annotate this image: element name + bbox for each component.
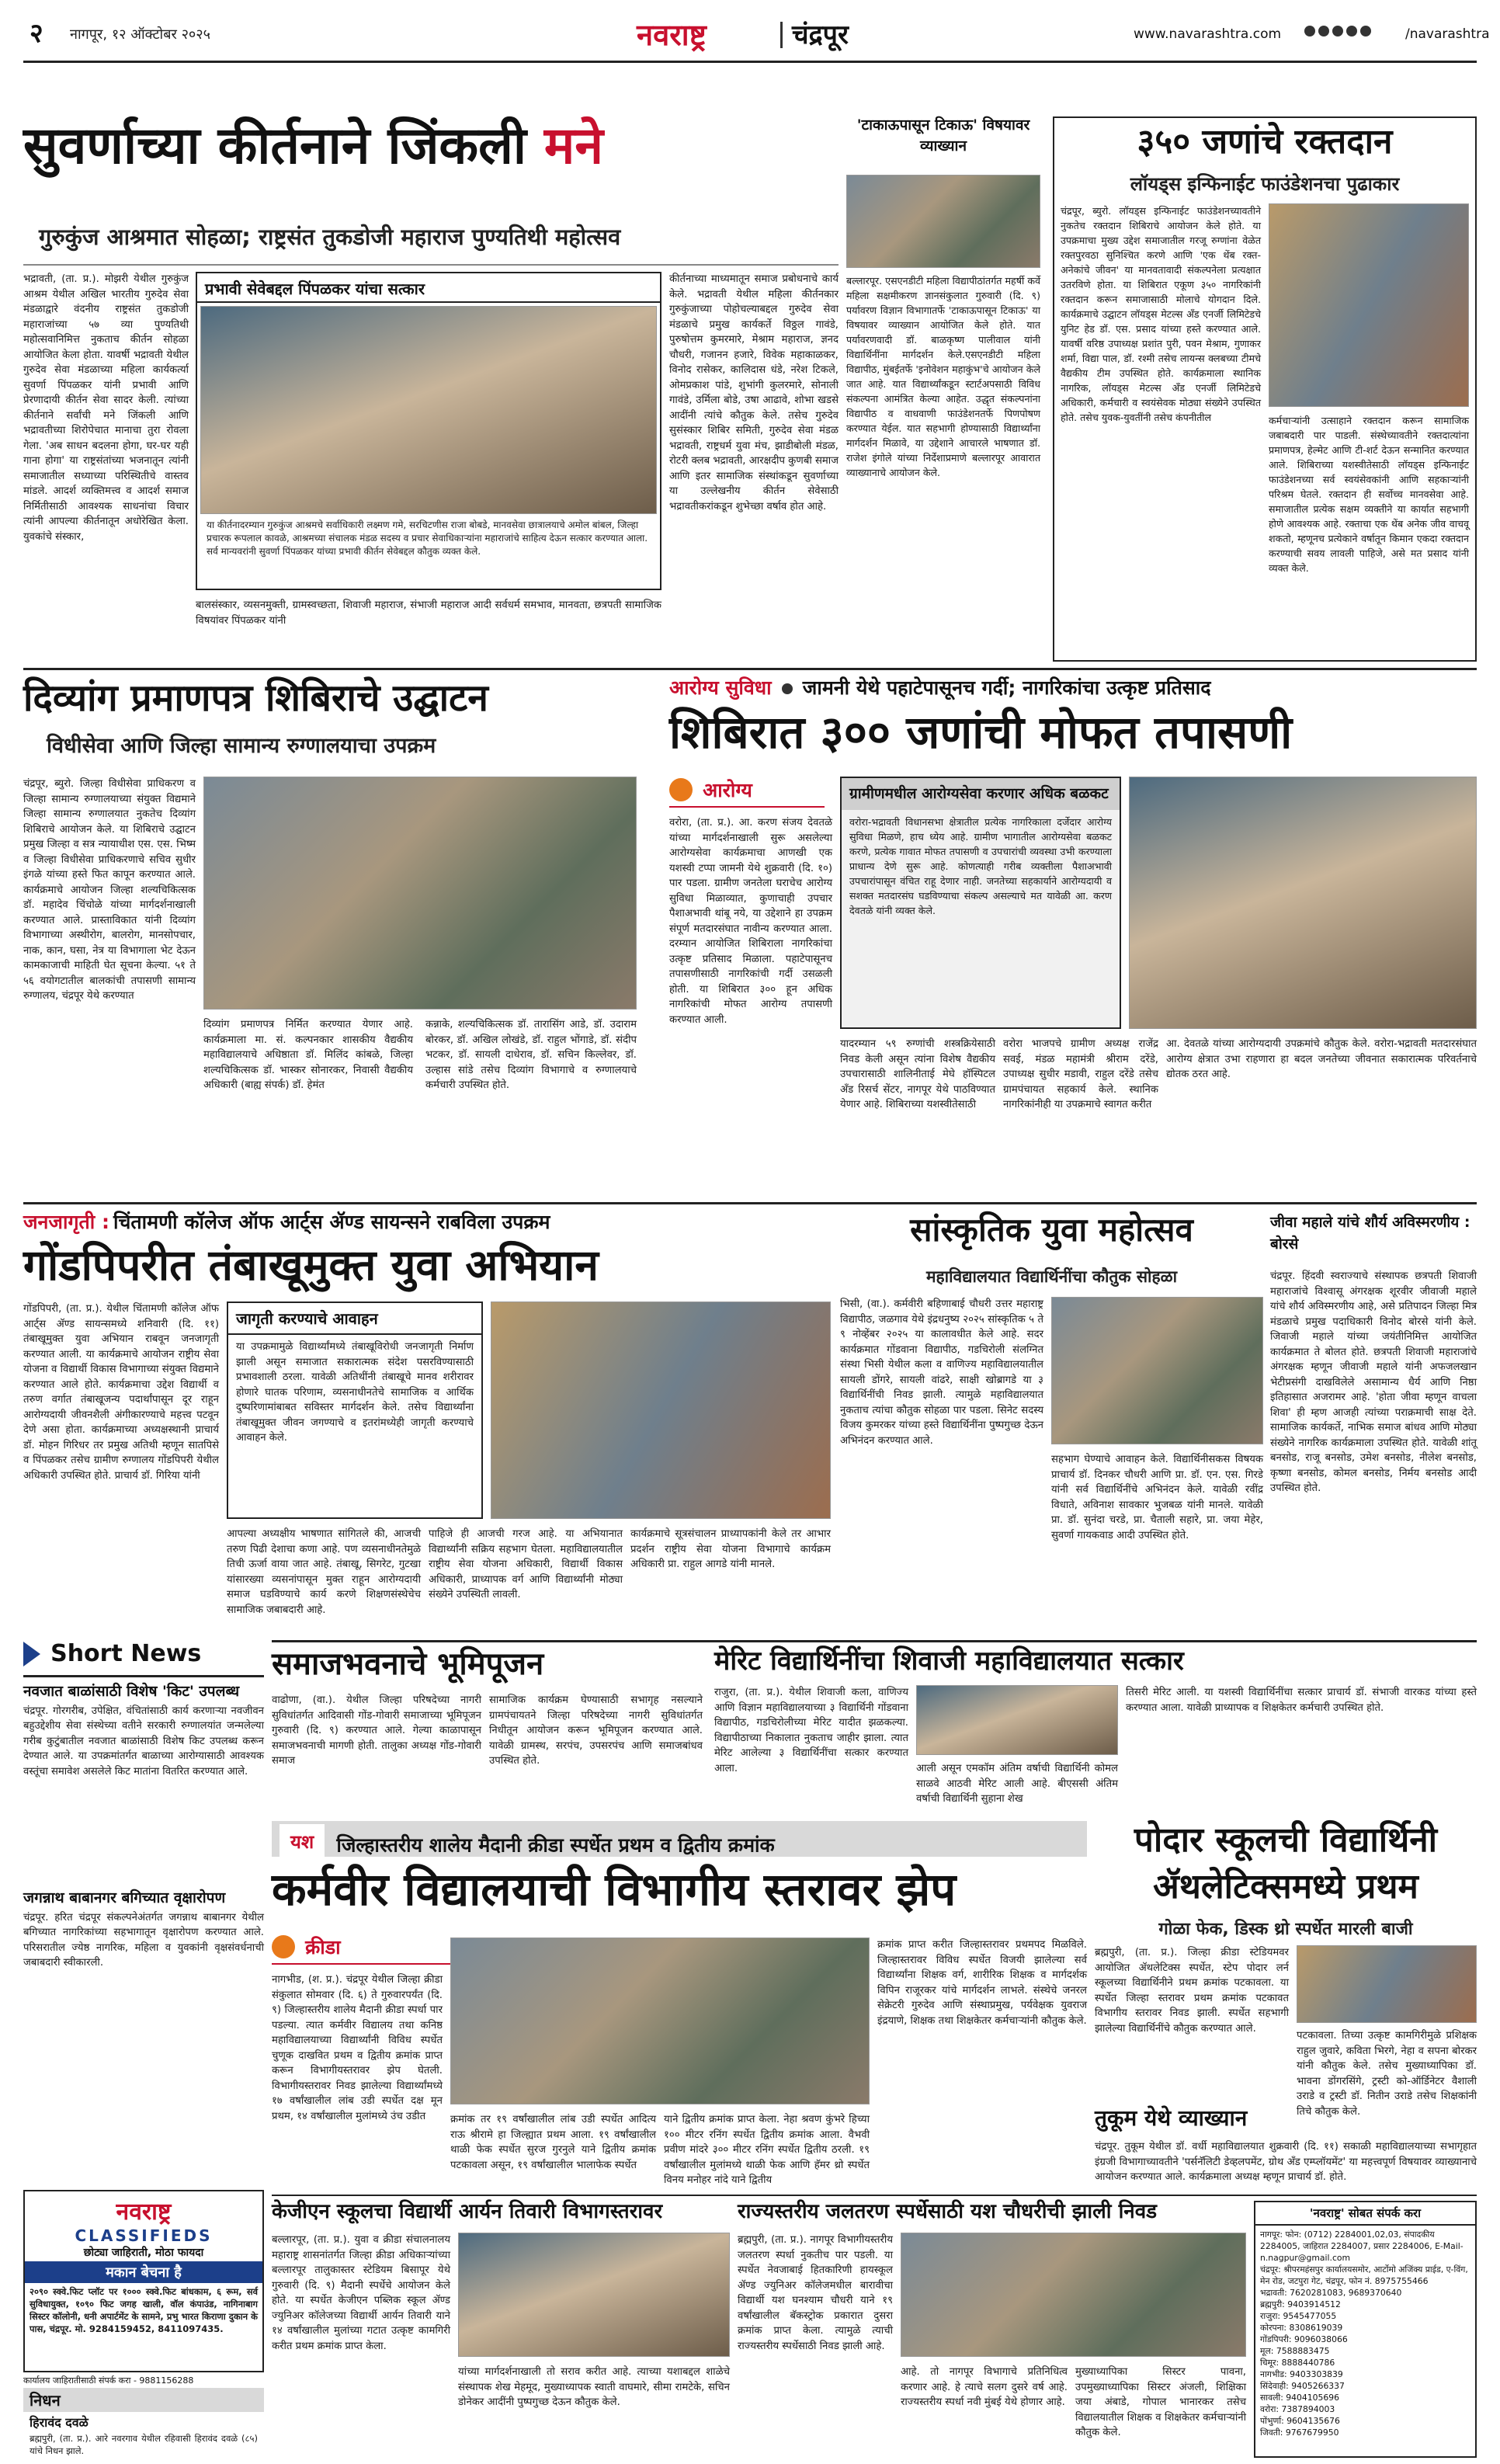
obituary-body: ब्रह्मपुरी, (ता. प्र.). आरे नवरगाव येथील रहिवासी हिरावंद दवळे (८५) यांचे निधन झाले. — [30, 2433, 258, 2456]
story12-headline: केजीएन स्कूलचा विद्यार्थी आर्यन तिवारी विभागस्तरावर — [272, 2200, 663, 2223]
section-rule-3 — [272, 1640, 1477, 1642]
classifieds-tagline: छोट्या जाहिराती, मोठा फायदा — [83, 2247, 204, 2259]
x-icon[interactable] — [1332, 26, 1343, 36]
story6-kicker-row — [23, 1208, 831, 1239]
story13-body: ब्रह्मपुरी, (ता. प्र.). नागपूर विभागीयस्तरीय जलतरण स्पर्धा नुकतीच पार पडली. या स्पर्धेत नेवजाबाई हितकारिणी हायस्कूल ॲण्ड ज्युनिअर कॉलेजमधील बारावीचा विद्यार्थी यश घनश्याम चौधरी याने १९ वर्षांखालील बॅकस्ट्रोक प्रकारात दुसरा क्रमांक प्राप्त केला. त्यामुळे त्याची राज्यस्तरीय स्पर्धेसाठी निवड झाली आहे. — [738, 2234, 893, 2352]
short-news-header — [23, 1640, 264, 1677]
contact-line: चंद्रपूर: श्रीपरमहंसपुर कार्यालयसमोर, आर्टोमो अजिंक्य प्राईड, ए-विंग, मेन रोड, जटपुरा गेट, चंद्रपूर, फोन नं. 8975755466 — [1260, 2264, 1468, 2286]
classifieds-contact: कार्यालय जाहिरातीसाठी संपर्क करा - 9881156288 — [23, 2375, 194, 2386]
short-news-label: Short News — [50, 1640, 202, 1667]
story6-box-title: जागृती करण्याचे आवाहन — [228, 1303, 481, 1335]
contact-box — [1254, 2201, 1477, 2458]
edition-name: चंद्रपूर — [792, 19, 849, 50]
youtube-icon[interactable] — [1346, 26, 1357, 36]
story1-rule — [23, 264, 839, 266]
story3-headline: ३५० जणांचे रक्तदान — [1137, 122, 1393, 162]
instagram-icon[interactable] — [1318, 26, 1329, 36]
story13-col2: आहे. तो नागपूर विभागाचे प्रतिनिधित्व करणार आहे. हे त्याचे सलग दुसरे वर्ष आहे. राज्यस्तरीय स्पर्धा नवी मुंबई येथे होणार आहे. — [901, 2366, 1068, 2408]
obituary-name: हिरावंद दवळे — [30, 2415, 89, 2430]
contact-line: नागभीड: 9403303839 — [1260, 2369, 1343, 2379]
story4-subhead: विधीसेवा आणि जिल्हा सामान्य रुग्णालयाचा उपक्रम — [47, 734, 436, 758]
sports-headline: कर्मवीर विद्यालयाची विभागीय स्तरावर झेप — [272, 1863, 957, 1916]
story1-photo — [200, 306, 657, 514]
story8-kicker: जीवा महाले यांचे शौर्य अविस्मरणीय : बोरसे — [1270, 1214, 1470, 1253]
story10-col2: आली असून एमकॉम अंतिम वर्षाची विद्यार्थिनी कोमल साळवे आठवी मेरिट आली आहे. बीएससी अंतिम वर्षाची विद्यार्थिनी सुहाना शेख — [916, 1763, 1118, 1805]
story5-tag — [669, 777, 825, 808]
story6-headline: गोंडपिपरीत तंबाखूमुक्त युवा अभियान — [23, 1240, 599, 1290]
story10-photo — [916, 1685, 1118, 1755]
story5-col3: वरोरा भाजपचे ग्रामीण अध्यक्ष राजेंद्र सवई, मंडळ महामंत्री श्रीराम दरेंडे, उपाध्यक्ष सुधीर मडावी, राहुल दरेंडे तसेच ग्रामपंचायत सहकार्य केले. स्थानिक नागरिकांनीही या उपक्रमाचे स्वागत करीत — [1003, 1038, 1158, 1110]
story1-headline-main: सुवर्णाच्या कीर्तनाने जिंकली — [23, 116, 544, 176]
story12-photo — [458, 2233, 730, 2357]
short-news-item2-title: जगन्नाथ बाबानगर बगिच्यात वृक्षारोपण — [23, 1889, 226, 1906]
short-news-item1-title: नवजात बाळांसाठी विशेष 'किट' उपलब्ध — [23, 1683, 240, 1700]
facebook-icon[interactable] — [1304, 26, 1315, 36]
obituary-block — [23, 2388, 264, 2458]
story7-subhead: महाविद्यालयात विद्यार्थिनींचा कौतुक सोहळा — [925, 1267, 1178, 1286]
date-line: नागपूर, १२ ऑक्टोबर २०२५ — [70, 26, 211, 43]
story9-body: वाढोणा, (वा.). येथील जिल्हा परिषदेच्या नागरी सुविधांतर्गत आदिवासी गोंड-गोवारी समाजाच्या भूमिपूजन गुरुवारी (दि. ९) करण्यात आले. गेल्या काळापासून समाजभवनाची मागणी होती. तालुका अध्यक्ष गोंड-गोवारी समाज — [272, 1694, 481, 1767]
story5-box-title: ग्रामीणमधील आरोग्यसेवा करणार अधिक बळकट — [842, 778, 1120, 810]
classifieds-brand: नवराष्ट्र — [116, 2198, 172, 2226]
contact-line: सिंदेवाही: 9405266337 — [1260, 2381, 1345, 2391]
classifieds-block — [23, 2190, 264, 2372]
website-link[interactable]: www.navarashtra.com — [1134, 26, 1282, 42]
social-icons — [1304, 25, 1374, 42]
short-news-arrow-icon — [23, 1642, 40, 1666]
masthead-divider — [780, 22, 783, 48]
story13-col3: मुख्याध्यापिका सिस्टर पावना, उपमुख्याध्यापिका सिस्टर अंजली, शिक्षिका जया अंबाडे, गोपाल भानारकर तसेच विद्यालयातील शिक्षक व शिक्षकेतर कर्मचाऱ्यांनी कौतुक केले. — [1075, 2366, 1246, 2438]
bullet-icon — [782, 683, 793, 694]
story11-body: ब्रह्मपुरी, (ता. प्र.). जिल्हा क्रीडा स्टेडियमवर आयोजित ॲथलेटिक्स स्पर्धेत, स्टेप पोदार लर्न स्कूलच्या विद्यार्थिनीने प्रथम क्रमांक पटकावला. या स्पर्धेत जिल्हा स्तरावर प्रथम क्रमांक पटकावत विभागीय स्तरावर निवड झाली. स्पर्धेत सहभागी झालेल्या विद्यार्थिनींचे कौतुक करण्यात आले. — [1095, 1947, 1289, 2035]
story6-col3: आपल्या अध्यक्षीय भाषणात सांगितले की, आजची तरुण पिढी देशाचा कणा आहे. पण व्यसनाधीनतेमुळे तिची ऊर्जा वाया जात आहे. तंबाखू, सिगरेट, गुटखा यांसारख्या व्यसनांपासून मुक्त राहून आरोग्यदायी समाज घडविण्याचे कार्य करणे शिक्षणसंस्थेचेच सामाजिक जबाबदारी आहे. — [227, 1528, 421, 1616]
contact-box-lines — [1255, 2226, 1475, 2455]
section-rule-1 — [23, 668, 1477, 670]
sports-col2: क्रमांक तर १९ वर्षांखालील लांब उडी स्पर्धेत आदित्य राऊ श्रीरामे हा जिल्ह्यात प्रथम आला. १९ वर्षांखालील थाळी फेक स्पर्धेत सुरज गुरनुले याने द्वितीय क्रमांक पटकावला असून, १९ वर्षांखालील भालाफेक स्पर्धेत — [450, 2114, 656, 2171]
contact-line: गोंडपिपरी: 9096038066 — [1260, 2334, 1348, 2344]
story9-col2: सामाजिक कार्यक्रम घेण्यासाठी सभागृह नसल्याने ग्रामपंचायतने जिल्हा परिषदेच्या नागरी सुविधांतर्गत निधीतून आयोजन करून भूमिपूजन करण्यात आले. यावेळी ग्रामस्थ, सरपंच, उपसरपंच आणि समाजबांधव उपस्थित होते. — [489, 1694, 703, 1767]
story4-col1: चंद्रपूर, ब्युरो. जिल्हा विधीसेवा प्राधिकरण व जिल्हा सामान्य रुग्णालयाच्या संयुक्त विद्यमाने जिल्हा सामान्य रुग्णालयात नुकतेच दिव्यांग शिबिराचे आयोजन केले. या शिबिराचे उद्घाटन प्रमुख जिल्हा व सत्र न्यायाधीश एस. एस. भिष्म व जिल्हा विधीसेवा प्राधिकरणाचे सचिव सुधीर इंगळे यांच्या हस्ते फित कापून करण्यात आले. कार्यक्रमाचे आयोजन जिल्हा शल्यचिकित्सक डॉ. महादेव चिंचोळे यांच्या मार्गदर्शनाखाली करण्यात आले. प्रास्ताविकात यांनी दिव्यांग विभागाच्या अस्थीरोग, बालरोग, मानसोपचार, नाक, कान, घसा, नेत्र या विभागाला भेट देऊन कामकाजाची माहिती घेत सूचना केल्या. ५१ ते ५६ वयोगटातील बालकांची तपासणी सामान्य रुग्णालय, चंद्रपूर येथे करण्यात — [23, 778, 196, 1002]
contact-line: कोरपना: 8308619039 — [1260, 2323, 1343, 2333]
sports-banner-text: जिल्हास्तरीय शालेय मैदानी क्रीडा स्पर्धेत प्रथम व द्वितीय क्रमांक — [336, 1833, 775, 1857]
story12-body: बल्लारपूर, (ता. प्र.). युवा व क्रीडा संचालनालय महाराष्ट्र शासनांतर्गत जिल्हा क्रीडा अधिकाऱ्यांच्या बल्लारपूर तालुकास्तर स्टेडियम बिसापूर येथे गुरुवारी (दि. ९) मैदानी स्पर्धेचे आयोजन केले होते. या स्पर्धेत केजीएन पब्लिक स्कूल ॲण्ड ज्युनिअर कॉलेजच्या विद्यार्थी आर्यन तिवारी याने १४ वर्षांखालील मुलांच्या गटात उत्कृष्ट कामगिरी करीत प्रथम क्रमांक प्राप्त केला. — [272, 2234, 450, 2352]
story1-subhead: गुरुकुंज आश्रमात सोहळा; राष्ट्रसंत तुकडोजी महाराज पुण्यतिथी महोत्सव — [39, 224, 621, 250]
story6-box — [227, 1302, 483, 1519]
story10-col1: राजुरा, (ता. प्र.). येथील शिवाजी कला, वाणिज्य आणि विज्ञान महाविद्यालयाच्या ३ विद्यार्थिनी गोंडवाना विद्यापीठ, गडचिरोलीच्या मेरिट यादीत झळकल्या. विद्यापीठाच्या निकालात नुकताच जाहीर झाला. त्यात मेरिट आलेल्या ३ विद्यार्थिनींचा सत्कार करण्यात आला. — [714, 1687, 908, 1774]
sports-photo — [450, 1937, 870, 2104]
story6-kicker-line: चिंतामणी कॉलेज ऑफ आर्ट्स ॲण्ड सायन्सने राबविला उपक्रम — [113, 1211, 550, 1233]
story5-col4: आ. देवतळे यांच्या आरोग्यदायी उपक्रमांचे कौतुक केले. वरोरा-भद्रावती मतदारसंघात आरोग्य क्षेत्रात उभा राहणारा हा बदल जनतेच्या जीवनात सकारात्मक परिवर्तनाचे द्योतक ठरत आहे. — [1166, 1038, 1477, 1080]
story3-subhead: लॉयड्स इन्फिनाईट फाउंडेशनचा पुढाकार — [1130, 173, 1400, 195]
story6-body: गोंडपिपरी, (ता. प्र.). येथील चिंतामणी कॉलेज ऑफ आर्ट्स ॲण्ड सायन्समध्ये शनिवारी (दि. ११) तंबाखूमुक्त युवा अभियान राबवून जनजागृती करण्यात आली. या कार्यक्रमाचे आयोजन राष्ट्रीय सेवा योजना व विद्यार्थी विकास विभागाच्या संयुक्त विद्यमाने करण्यात आले होते. कार्यक्रमाचा उद्देश विद्यार्थी व तरुण वर्गात तंबाखूजन्य पदार्थांपासून दूर राहून आरोग्यदायी जीवनशैली अंगीकारण्याचे महत्त्व पटवून देणे असा होता. कार्यक्रमाच्या अध्यक्षस्थानी प्राचार्य डॉ. मोहन गिरिधर तर प्रमुख अतिथी म्हणून सातपिसे व पिंपळकर तसेच ग्रामीण रुग्णालय गोंडपिपरी येथील अधिकारी उपस्थित होते. प्राचार्य डॉ. गिरिया यांनी — [23, 1303, 219, 1482]
masthead — [23, 8, 1490, 62]
story7-headline: सांस्कृतिक युवा महोत्सव — [910, 1211, 1193, 1249]
sports-col3: याने द्वितीय क्रमांक प्राप्त केला. नेहा श्रवण कुंभरे हिच्या १०० मीटर रनिंग स्पर्धेत द्वितीय क्रमांक आला. वैभवी प्रवीण मांदरे ३०० मीटर रनिंग स्पर्धेत द्वितीय ठरली. १९ वर्षांखालील मुलांमध्ये थाळी फेक आणि हॅमर थ्रो स्पर्धेत विनय मनोहर नांदे याने द्वितीय — [664, 2114, 870, 2186]
story10-col3: तिसरी मेरिट आली. या यशस्वी विद्यार्थिनींचा सत्कार प्राचार्य डॉ. संभाजी वारकड यांच्या हस्ते करण्यात आला. यावेळी प्राध्यापक व शिक्षकेतर कर्मचारी उपस्थित होते. — [1126, 1687, 1477, 1714]
contact-line: जिवती: 9767679950 — [1260, 2428, 1339, 2438]
contact-line: पोंभुर्णा: 9604135676 — [1260, 2416, 1340, 2426]
story12-col2: यांच्या मार्गदर्शनाखाली तो सराव करीत आहे. त्याच्या यशाबद्दल शाळेचे संस्थापक शेख मेहमूद, मुख्याध्यापक स्वाती वाघमारे, सीमा रामटेके, सचिन डोनेकर आदींनी पुष्पगुच्छ देऊन कौतुक केले. — [458, 2366, 730, 2408]
story4-col2: दिव्यांग प्रमाणपत्र निर्मित करण्यात येणार आहे. कार्यक्रमाला मा. सं. कल्पनकार शासकीय वैद्यकीय महाविद्यालयाचे अधिष्ठाता डॉ. मिलिंद कांबळे, जिल्हा शल्यचिकित्सक डॉ. भास्कर सोनारकर, निवासी वैद्यकीय अधिकारी (बाह्य संपर्क) डॉ. हेमंत — [203, 1019, 413, 1091]
contact-line: ब्रह्मपुरी: 9403914512 — [1260, 2299, 1341, 2309]
story7-col1: भिसी, (वा.). कर्मवीरी बहिणाबाई चौधरी उत्तर महाराष्ट्र विद्यापीठ, जळगाव येथे इंद्रधनुष्य २०२५ सांस्कृतिक ५ ते ९ नोव्हेंबर २०२५ या कालावधीत केले आहे. सदर कार्यक्रमात गोंडवाना विद्यापीठ, गडचिरोली संलग्नित संस्था भिसी येथील कला व वाणिज्य महाविद्यालयातील सायली डोंगरे, सायली वांढरे, साक्षी खोब्रागडे या ३ विद्यार्थिनींची निवड झाली. त्यामुळे महाविद्यालयात नुकताच त्यांचा कौतुक सोहळा पार पडला. सिनेट सदस्य विजय कुमरकर यांच्या हस्ते विद्यार्थिनींना पुष्पगुच्छ देऊन अभिनंदन करण्यात आले. — [840, 1298, 1043, 1447]
story13-headline: राज्यस्तरीय जलतरण स्पर्धेसाठी यश चौधरीची झाली निवड — [738, 2200, 1158, 2223]
story5-col1: वरोरा, (ता. प्र.). आ. करण संजय देवतळे यांच्या मार्गदर्शनाखाली सुरू असलेल्या आरोग्यसेवा कार्यक्रमाचा आणखी एक यशस्वी टप्पा जामनी येथे शुक्रवारी (दि. १०) पार पडला. ग्रामीण जनतेला घराचेच आरोग्य सुविधा मिळाव्यात, कुणाचाही उपचार पैशाअभावी थांबू नये, या उद्देशाने हा उपक्रम संपूर्ण मतदारसंघात नावीन्य करण्यात आला. दरम्यान आयोजित शिबिराला नागरिकांचा उत्कृष्ट प्रतिसाद मिळाला. पहाटेपासूनच तपासणीसाठी नागरिकांची गर्दी उसळली होती. या शिबिरात ३०० हून अधिक नागरिकांची मोफत आरोग्य तपासणी करण्यात आली. — [669, 817, 832, 1026]
story6-col4: पाहिजे ही आजची गरज आहे. या अभियानात विद्यार्थ्यांनी सक्रिय सहभाग घेतला. महाविद्यालयातील राष्ट्रीय सेवा योजना अधिकारी, विद्यार्थी विकास अधिकारी, प्राध्यापक वर्ग आणि विद्यार्थ्यांनी मोठ्या संख्येने उपस्थिती लावली. — [429, 1528, 623, 1600]
story11-subhead: गोळा फेक, डिस्क थ्रो स्पर्धेत मारली बाजी — [1158, 1920, 1413, 1939]
story3-photo — [1269, 203, 1469, 407]
contact-line: भद्रावती: 7620281083, 9689370640 — [1260, 2288, 1402, 2298]
story4-headline: दिव्यांग प्रमाणपत्र शिबिराचे उद्घाटन — [23, 676, 488, 720]
story7-photo — [1051, 1297, 1263, 1444]
story1-headline — [23, 116, 839, 176]
story1-col2: बालसंस्कार, व्यसनमुक्ती, ग्रामस्वच्छता, शिवाजी महाराज, संभाजी महाराज आदी सर्वधर्म समभाव, मानवता, छत्रपती सामाजिक विषयांवर पिंपळकर यांनी — [196, 599, 661, 627]
contact-line: वरोरा: 7387894003 — [1260, 2404, 1335, 2414]
story11-col2: पटकावला. तिच्या उत्कृष्ट कामगिरीमुळे प्रशिक्षक राहुल जुवारे, कविता भिरगे, नेहा व सपना बोरकर यांनी कौतुक केले. तसेच मुख्याध्यापिका डॉ. भावना डोंगरसिंगे, ट्रस्टी को-ऑर्डिनेटर वैशाली उराडे व ट्रस्टी डॉ. नितीन उराडे तसेच शिक्षकांनी तिचे कौतुक केले. — [1297, 2030, 1477, 2118]
story1-photo-caption: या कीर्तनादरम्यान गुरुकुंज आश्रमचे सर्वाधिकारी लक्ष्मण गमे, सरचिटणीस राजा बोबडे, मानवसेवा छात्रालयाचे अमोल बांबल, जिल्हा प्रचारक रूपलाल कावळे, आश्रमच्या संचालक मंडळ सदस्य व प्रचार सेवाधिकाऱ्यांना महाराजांचे साहित्य देऊन सत्कार करण्यात आला. सर्व मान्यवरांनी सुवर्णा पिंपळकर यांच्या प्रभावी कीर्तन सेवेबद्दल कौतुक व्यक्त केले. — [200, 516, 657, 587]
story9-headline: समाजभवनाचे भूमिपूजन — [272, 1646, 544, 1682]
story1-photo-title: प्रभावी सेवेबद्दल पिंपळकर यांचा सत्कार — [197, 273, 660, 303]
sports-banner — [272, 1821, 1087, 1857]
section-rule-4 — [272, 2195, 1477, 2196]
contact-line: सावली: 9404105696 — [1260, 2393, 1339, 2403]
short-news-item1-body: चंद्रपूर. गोरगरीब, उपेक्षित, वंचितांसाठी कार्य करणाऱ्या नवजीवन बहुउद्देशीय सेवा संस्थेच्या वतीने सरकारी रुग्णालयांत जन्मलेल्या गरीब कुटुंबातील नवजात बाळांसाठी विशेष किट उपलब्ध करून देण्यात आले. या उपक्रमांतर्गत बाळाच्या आरोग्यासाठी आवश्यक वस्तूंचा समावेश असलेले किट मातांना वितरित करण्यात आले. — [23, 1705, 264, 1778]
story14-headline: तुकूम येथे व्याख्यान — [1095, 2105, 1248, 2131]
story2-kicker-box — [846, 115, 1040, 169]
story2-body: बल्लारपूर. एसएनडीटी महिला विद्यापीठांतर्गत महर्षी कर्वे महिला सक्षमीकरण ज्ञानसंकुलात गुरुवारी (दि. ९) पर्यावरण विज्ञान विभागातर्फे 'टाकाऊपासून टिकाऊ' या विषयावर व्याख्यान आयोजित केले होते. यात पर्यावरणवादी डॉ. बाळकृष्ण पालीवाल यांनी विद्यार्थिनींना मार्गदर्शन केले.एसएनडीटी महिला विद्यापीठ, मुंबईतर्फे 'इनोवेशन महाकुंभ'चे आयोजन केले जात आहे. यात विद्यार्थ्यांकडून स्टार्टअपसाठी विविध संकल्पना आमंत्रित केल्या आहेत. उद्धृत संकल्पनांना विद्यापीठ व वाधवाणी फाउंडेशनतर्फे पिणपोषण करण्यात येईल. यात सहभागी होण्यासाठी विद्यार्थ्यांना मार्गदर्शन मिळावे, या उद्देशाने आचारले भाषणात डॉ. राजेश इंगोले यांच्या निर्देशाप्रमाणे बल्लारपूर आवारात व्याख्यानाचे आयोजन केले. — [846, 275, 1040, 478]
classifieds-header — [25, 2191, 262, 2261]
story10-headline: मेरिट विद्यार्थिनींचा शिवाजी महाविद्यालयात सत्कार — [714, 1646, 1184, 1677]
story1-headline-accent: मने — [543, 116, 604, 176]
story1-col1: भद्रावती, (ता. प्र.). मोझरी येथील गुरुकुंज आश्रम येथील अखिल भारतीय गुरुदेव सेवा मंडळाद्वारे वंदनीय राष्ट्रसंत तुकडोजी महाराजांच्या ५७ व्या पुण्यतिथी महोत्सवानिमित्त नुकताच कीर्तन सोहळा आयोजित केला होता. यावर्षी भद्रावती येथील गुरुदेव सेवा मंडळाच्या महिला कार्यकर्त्या सुवर्णा पिंपळकर यांनी प्रभावी आणि प्रेरणादायी कीर्तन सेवा सादर केली. त्यांच्या कीर्तनाने सर्वांची मने जिंकली आणि भद्रावतीच्या शिरोपेचात मानाचा तुरा रोवला गेला. 'अब साधन बदलना होगा, घर-घर यही गाना होगा' या राष्ट्रसंतांच्या भजनातून त्यांनी समाजातील सध्याच्या परिस्थितीचे वास्तव मांडले. आदर्श व्यक्तिमत्त्व व आदर्श समाज निर्मितीसाठी आवश्यक साधनांचा विचार त्यांनी आपल्या कीर्तनातून अधोरेखित केला. युवकांचे संस्कार, — [23, 273, 189, 543]
sports-col1: नागभीड, (श. प्र.). चंद्रपूर येथील जिल्हा क्रीडा संकुलात सोमवार (दि. ६) ते गुरुवारपर्यंत (दि. ९) जिल्हास्तरीय शालेय मैदानी क्रीडा स्पर्धा पार पडल्या. त्यात कर्मवीर विद्यालय तथा कनिष्ठ महाविद्यालयाच्या विद्यार्थ्यांनी विविध स्पर्धेत चुणूक दाखवित प्रथम व द्वितीय क्रमांक प्राप्त करून विभागीयस्तरावर झेप घेतली. विभागीयस्तरावर निवड झालेल्या विद्यार्थ्यांमध्ये १७ वर्षांखालील लांब उडी स्पर्धेत दक्ष मून प्रथम, १४ वर्षांखालील मुलांमध्ये उंच उडीत — [272, 1974, 443, 2122]
story2-kicker: 'टाकाऊपासून टिकाऊ' विषयावर व्याख्यान — [856, 116, 1030, 155]
story11-headline2: ॲथलेटिक्समध्ये प्रथम — [1153, 1867, 1418, 1906]
linkedin-icon[interactable] — [1360, 26, 1371, 36]
sports-col4: क्रमांक प्राप्त करीत जिल्हास्तरावर प्रथमपद मिळविले. जिल्हास्तरावर विविध स्पर्धेत विजयी झालेल्या सर्व विद्यार्थ्यांना शिक्षक वर्ग, शारीरिक शिक्षक व मार्गदर्शक विपिन राजूरकर यांचे मार्गदर्शन लाभले. संस्थेचे जनरल सेक्रेटरी गुरुदेव आणि संस्थाप्रमुख, पर्यवेक्षक युवराज इंद्रयाणे, शिक्षक तथा शिक्षकेतर कर्मचाऱ्यांनी कौतुक केले. — [877, 1939, 1087, 2027]
story14-body: चंद्रपूर. तुकूम येथील डॉ. वर्धी महाविद्यालयात शुक्रवारी (दि. ११) सकाळी महाविद्यालयाच्या सभागृहात इंग्रजी विभागाच्यावतीने 'पर्सनॅलिटी डेव्हलपमेंट, ग्रोथ अँड एम्प्लॉयमेंट' या महत्त्वपूर्ण विषयावर व्याख्यानाचे आयोजन करण्यात आले. कार्यक्रमाला अध्यक्ष म्हणून प्राचार्य डॉ. होते. — [1095, 2141, 1477, 2183]
story6-col2: या उपक्रमामुळे विद्यार्थ्यांमध्ये तंबाखूविरोधी जनजागृती निर्माण झाली असून समाजात सकारात्मक संदेश पसरविण्यासाठी प्रभावशाली ठरला. यावेळी अतिथींनी तंबाखूचे मानव शरीरावर होणारे घातक परिणाम, व्यसनाधीनतेचे सामाजिक व आर्थिक दुष्परिणामांबाबत सविस्तर मार्गदर्शन केले. तसेच विद्यार्थ्यांना तंबाखूमुक्त जीवन जगण्याचे व इतरांमध्येही जागृती करण्याचे आवाहन केले. — [236, 1341, 474, 1444]
contact-line: मूल: 7588883475 — [1260, 2346, 1330, 2356]
story1-photo-frame — [196, 272, 661, 590]
short-news-block — [23, 1640, 264, 2184]
health-icon — [669, 778, 693, 801]
short-news-item2-body: चंद्रपूर. हरित चंद्रपूर संकल्पनेअंतर्गत जगन्नाथ बाबानगर येथील बगिच्यात नागरिकांच्या सहभागातून वृक्षारोपण करण्यात आले. परिसरातील ज्येष्ठ नागरिक, महिला व युवकांनी वृक्षसंवर्धनाची जबाबदारी स्वीकारली. — [23, 1911, 264, 1969]
story5-box-body: वरोरा-भद्रावती विधानसभा क्षेत्रातील प्रत्येक नागरिकाला दर्जेदार आरोग्य सुविधा मिळणे, हाच ध्येय आहे. ग्रामीण भागातील आरोग्यसेवा बळकट करणे, प्रत्येक गावात मोफत तपासणी व उपचारांची व्यवस्था उभी करण्याला प्राधान्य देणे सुरू आहे. कोणत्याही गरीब व्यक्तीला पैशाअभावी उपचारांपासून वंचित राहू देणार नाही. जनतेच्या सहकार्याने आरोग्यदायी व सशक्त मतदारसंघ घडविण्याचा संकल्प असल्याचे मत यावेळी आ. करण देवतळे यांनी व्यक्त केले. — [849, 816, 1112, 916]
story3-box — [1053, 116, 1477, 662]
story8-kicker-box — [1270, 1211, 1477, 1263]
story4-photo — [203, 777, 637, 1010]
classifieds-ad-title: मकान बेचना है — [25, 2261, 262, 2283]
story8-body: चंद्रपूर. हिंदवी स्वराज्याचे संस्थापक छत्रपती शिवाजी महाराजांचे विश्वासू अंगरक्षक शूरवीर जीवाजी महाले यांचे शौर्य अविस्मरणीय आहे, असे प्रतिपादन जिल्हा मित्र मंडळाचे प्रमुख पदाधिकारी विनोद बोरसे यांनी केले. जिवाजी महाले यांच्या जयंतीनिमित्त आयोजित कार्यक्रमात ते बोलत होते. छत्रपती शिवाजी महाराजांचे अंगरक्षक म्हणून जीवाजी महाले यांनी अफजलखान भेटीप्रसंगी दाखविलेले असामान्य धैर्य आणि निष्ठा इतिहासात अजरामर आहे. 'होता जीवा म्हणून वाचला शिवा' ही म्हण आजही त्यांच्या पराक्रमाची साक्ष देते. सामाजिक कार्यकर्ते, नाभिक समाज बांधव आणि मोठ्या संख्येने नागरिक कार्यक्रमाला उपस्थित होते. यावेळी शांतू बनसोड, राजू बनसोड, उमेश बनसोड, नीलेश बनसोड, कृष्णा बनसोड, कोमल बनसोड, निर्मय बनसोड आदी उपस्थित होते. — [1270, 1270, 1477, 1494]
contact-line: राजुरा: 9545477055 — [1260, 2311, 1337, 2321]
story6-photo — [491, 1302, 831, 1519]
contact-line: नागपूर: फोन: (0712) 2284001,02,03, संपादकीय 2284005, जाहिरात 2284007, प्रसार 2284006, E-Mail-n.nagpur@gmail.com — [1260, 2229, 1464, 2263]
story11-headline: पोदार स्कूलची विद्यार्थिनी — [1134, 1820, 1438, 1860]
story7-col2: सहभाग घेण्याचे आवाहन केले. विद्यार्थिनीसकस विषयक प्राचार्य डॉ. दिनकर चौधरी आणि प्रा. डॉ. एन. एस. गिरडे यांनी सर्व विद्यार्थिनींचे अभिनंदन केले. यावेळी रवींद्र विधाते, अविनाश सावकार भुजबळ यांनी मानले. यावेळी प्रा. डॉ. सुनंदा चरडे, प्रा. चैताली सहारे, प्रा. जया मेहेर, सुवर्णा गायकवाड आदी उपस्थित होते. — [1051, 1454, 1263, 1541]
sports-section-label: क्रीडा — [305, 1936, 341, 1958]
sports-tag: यश — [280, 1824, 325, 1859]
story5-box — [840, 777, 1121, 1029]
story3-col2: कर्मचाऱ्यांनी उत्साहाने रक्तदान करून सामाजिक जबाबदारी पार पाडली. संस्थेच्यावतीने रक्तदात्यांना प्रमाणपत्र, हेल्मेट आणि टी-शर्ट देऊन सन्मानित करण्यात आले. शिबिराच्या यशस्वीतेसाठी लॉयड्स इन्फिनाईट फाउंडेशनच्या सर्व स्वयंसेवकांनी आणि सहकाऱ्यांनी परिश्रम घेतले. रक्तदान ही सर्वोच्च मानवसेवा आहे. समाजातील प्रत्येक सक्षम व्यक्तीने या कार्यात सहभागी होणे आवश्यक आहे. रक्ताचा एक थेंब अनेक जीव वाचवू शकतो, म्हणूनच प्रत्येकाने वर्षातून किमान एकदा रक्तदान करण्याची सवय लावली पाहिजे, असे मत प्रसाद यांनी व्यक्त केले. — [1269, 415, 1469, 574]
masthead-rule — [23, 61, 1477, 63]
contact-box-title: 'नवराष्ट्र' सोबत संपर्क करा — [1255, 2202, 1475, 2226]
classifieds-ad-body: २०९० स्क्वे.फिट प्लॉट पर १००० स्क्वे.फिट बांधकाम, ६ रूम, सर्व सुविधायुक्त, १०९० फिट जगह खाली, वॉल कंपाउंड, नागिनाबाग सिस्टर कॉलोनी, धनी अपार्टमेंट के सामने, प्रभु भारत किराणा दुकान के पास, चंद्रपूर. मो. 9284159452, 8411097435. — [30, 2286, 258, 2334]
story5-kicker-line: जामनी येथे पहाटेपासूनच गर्दी; नागरिकांचा उत्कृष्ट प्रतिसाद — [802, 676, 1211, 699]
page-number: २ — [30, 18, 43, 49]
story5-kicker: आरोग्य सुविधा — [669, 676, 772, 699]
print-registration-marks — [23, 2454, 1477, 2462]
story5-photo — [1129, 777, 1477, 1029]
contact-line: चिमूर: 8888440786 — [1260, 2358, 1335, 2368]
story4-col3: कन्नाके, शल्यचिकित्सक डॉ. तारासिंग आडे, डॉ. उदाराम बोरकर, डॉ. अखिल लोखंडे, डॉ. राहुल भोंगाडे, डॉ. संदीप भटकर, डॉ. सायली दाधेराव, डॉ. सचिन किल्लेवर, डॉ. उल्हास सांडे तसेच दिव्यांग विभागाचे व रुग्णालयाचे कर्मचारी उपस्थित होते. — [425, 1019, 637, 1091]
story13-photo — [901, 2233, 1246, 2357]
story11-photo — [1297, 1945, 1477, 2023]
story5-tag-label: आरोग्य — [703, 779, 752, 801]
story5-col2: यादरम्यान ५९ रुग्णांची शस्त्रक्रियेसाठी निवड केली असून त्यांना विशेष वैद्यकीय उपचारासाठी शालिनीताई मेघे हॉस्पिटल अँड रिसर्च सेंटर, नागपूर येथे पाठविण्यात येणार आहे. शिबिराच्या यशस्वीतेसाठी — [840, 1038, 995, 1110]
story5-headline: शिबिरात ३०० जणांची मोफत तपासणी — [669, 706, 1293, 759]
story5-kicker-row — [669, 674, 1477, 705]
story1-col3: कीर्तनाच्या माध्यमातून समाज प्रबोधनाचे कार्य केले. भद्रावती येथील महिला कीर्तनकार गुरुकुंजाच्या पोहोचल्याबद्दल गुरुदेव सेवा मंडळाचे प्रमुख कार्यकर्ते विठ्ठल गावंडे, पुरुषोत्तम कुमरमारे, मेश्राम महाराज, ज्ञनद चौधरी, गजानन हजारे, विवेक महाकाळकर, विनोद रासेकर, कालिदास धंडे, नरेश टिकले, ओमप्रकाश पांडे, शुभांगी कुलरमारे, सोनाली गावंडे, उर्मिला बोडे, उषा आढावे, शोभा खडसे आदींनी त्यांचे कौतुक केले. तसेच गुरुदेव सुसंस्कार शिबिर समिती, गुरुदेव सेवा मंडळ भद्रावती, राष्ट्रधर्म युवा मंच, झाडीबोली मंडळ, रोटरी क्लब भद्रावती, आरक्षदीप कुणबी समाज आणि इतर सामाजिक संस्थांकडून सुवर्णाच्या या उल्लेखनीय कीर्तन सेवेसाठी भद्रावतीकरांकडून शुभेच्छा वर्षाव होत आहे. — [669, 273, 839, 513]
story6-kicker: जनजागृती : — [23, 1211, 109, 1233]
story3-col1: चंद्रपूर, ब्युरो. लॉयड्स इन्फिनाईट फाउंडेशनच्यावतीने नुकतेच रक्तदान शिबिराचे आयोजन केले होते. या उपक्रमाचा मुख्य उद्देश समाजातील गरजू रुग्णांना वेळेत रक्तपुरवठा सुनिश्चित करणे आणि 'एक थेंब रक्त-अनेकांचे जीवन' या मानवतावादी संकल्पनेला प्रत्यक्षात उतरविणे होता. या शिबिरात एकूण ३५० नागरिकांनी रक्तदान करून समाजासाठी मोलाचे योगदान दिले. कार्यक्रमाचे उद्घाटन लॉयड्स मेटल्स अँड एनर्जी लिमिटेडचे युनिट हेड डॉ. एस. प्रसाद यांच्या हस्ते करण्यात आले. यावर्षी वरिष्ठ उपाध्यक्ष प्रशांत पुरी, पवन मेश्राम, गुणाकर शर्मा, विद्या पाल, डॉ. रश्मी तसेच लायन्स क्लबच्या टीमचे वैद्यकीय टीम उपस्थित होते. कार्यक्रमाला स्थानिक नागरिक, लॉयड्स मेटल्स अँड एनर्जी लिमिटेडचे अधिकारी, कर्मचारी व स्वयंसेवक मोठ्या संख्येने उपस्थित होते. तसेच युवक-युवतींनी तसेच कंपनीतील — [1061, 205, 1261, 423]
section-rule-2 — [23, 1202, 1477, 1204]
story2-photo — [846, 175, 1040, 268]
obituary-label: निधन — [23, 2388, 264, 2412]
social-handle[interactable]: /navarashtra — [1405, 26, 1490, 42]
brand-logo: नवराष्ट्र — [637, 18, 707, 52]
story6-col5: कार्यक्रमाचे सूत्रसंचालन प्राध्यापकांनी केले तर आभार प्रदर्शन राष्ट्रीय सेवा योजना विभागाचे कार्यक्रम अधिकारी प्रा. राहुल आगडे यांनी मानले. — [630, 1528, 831, 1570]
classifieds-label: CLASSIFIEDS — [75, 2226, 213, 2245]
sports-icon — [272, 1935, 295, 1958]
